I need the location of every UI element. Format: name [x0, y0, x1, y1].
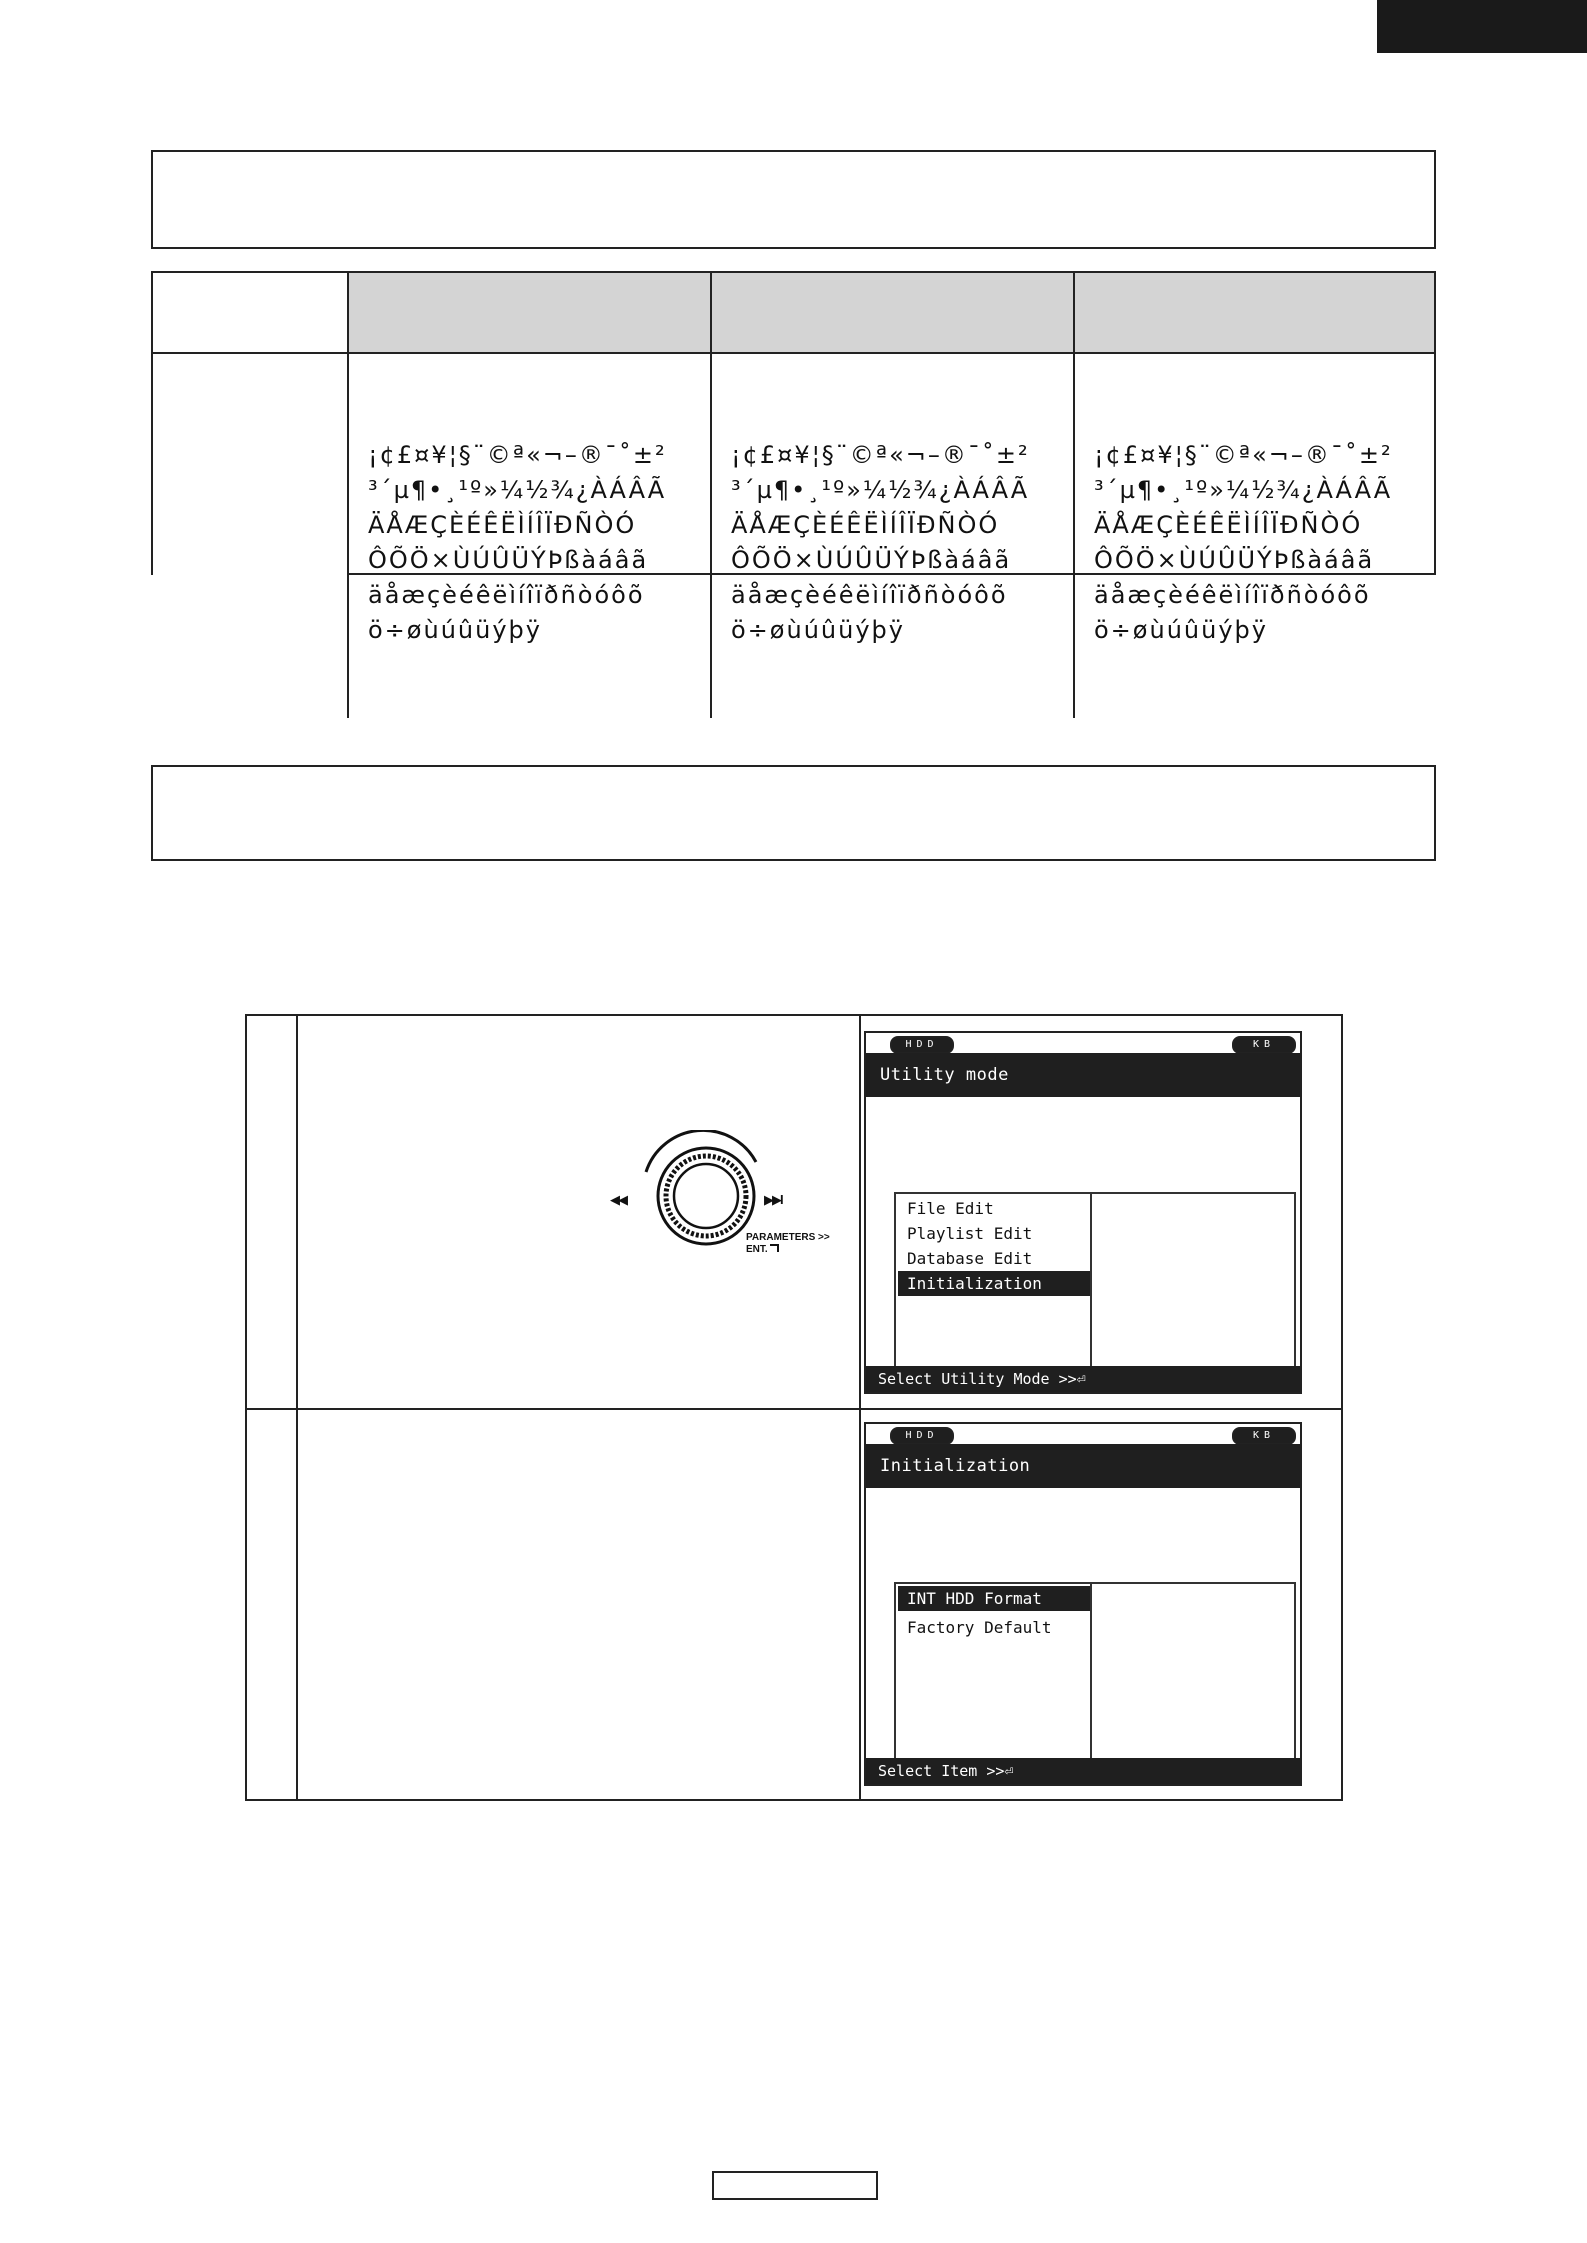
table-row-label	[153, 354, 349, 718]
section-tab	[1377, 0, 1587, 53]
fast-forward-icon: ▶▶I	[764, 1192, 782, 1207]
jog-dial[interactable]	[610, 1130, 840, 1260]
menu-item-playlist-edit[interactable]: Playlist Edit	[907, 1224, 1033, 1243]
heading-box-1	[151, 150, 1436, 249]
charset-cell-2	[712, 354, 1075, 718]
rewind-icon: ◀◀	[610, 1192, 626, 1207]
charset-text: ¡¢£¤¥¦§¨©ª«¬–®¯˚±² ³´µ¶•¸¹º»¼½¾¿ÀÁÂÃ ÄÅÆÇÈÉÊËÌÍÎÏÐÑÒÓ ÔÕÖ×ÙÚÛÜÝÞßàáâã äåæçèéêëìíîïðñòóôõ ö÷øùúûüýþÿ	[368, 441, 667, 644]
info-panel	[1090, 1582, 1296, 1770]
screen-title: Initialization	[866, 1444, 1300, 1488]
status-bar: Select Item >>⏎	[866, 1758, 1300, 1784]
menu-item-file-edit[interactable]: File Edit	[907, 1199, 994, 1218]
status-bar: Select Utility Mode >>⏎	[866, 1366, 1300, 1392]
info-panel	[1090, 1192, 1296, 1377]
row-divider	[247, 1408, 1341, 1410]
menu-item-database-edit[interactable]: Database Edit	[907, 1249, 1033, 1268]
charset-cell-3	[1075, 354, 1434, 718]
screen-title: Utility mode	[866, 1053, 1300, 1097]
table-header-col-1	[349, 273, 712, 354]
hdd-indicator: HDD	[890, 1036, 954, 1054]
table-header-blank	[153, 273, 349, 354]
table-header-col-2	[712, 273, 1075, 354]
charset-cell-1	[349, 354, 712, 718]
kb-indicator: KB	[1232, 1427, 1296, 1445]
character-table	[151, 271, 1436, 644]
menu-item-int-hdd-format[interactable]: INT HDD Format	[898, 1586, 1092, 1611]
utility-menu	[894, 1192, 1096, 1377]
heading-box-2	[151, 765, 1436, 861]
lcd-screen-utility-mode	[864, 1031, 1302, 1394]
page-number-box	[712, 2171, 878, 2200]
initialization-menu	[894, 1582, 1096, 1770]
hdd-indicator: HDD	[890, 1427, 954, 1445]
lcd-screen-initialization	[864, 1422, 1302, 1786]
ent-label: ENT.	[746, 1244, 779, 1255]
menu-item-factory-default[interactable]: Factory Default	[907, 1618, 1052, 1637]
parameters-label: PARAMETERS >>	[746, 1232, 830, 1243]
charset-text: ¡¢£¤¥¦§¨©ª«¬–®¯˚±² ³´µ¶•¸¹º»¼½¾¿ÀÁÂÃ ÄÅÆÇÈÉÊËÌÍÎÏÐÑÒÓ ÔÕÖ×ÙÚÛÜÝÞßàáâã äåæçèéêëìíîïðñòóôõ ö÷øùúûüýþÿ	[731, 441, 1030, 644]
charset-text: ¡¢£¤¥¦§¨©ª«¬–®¯˚±² ³´µ¶•¸¹º»¼½¾¿ÀÁÂÃ ÄÅÆÇÈÉÊËÌÍÎÏÐÑÒÓ ÔÕÖ×ÙÚÛÜÝÞßàáâã äåæçèéêëìíîïðñòóôõ ö÷øùúûüýþÿ	[1094, 441, 1393, 644]
menu-item-initialization[interactable]: Initialization	[898, 1271, 1092, 1296]
table-header-col-3	[1075, 273, 1434, 354]
kb-indicator: KB	[1232, 1036, 1296, 1054]
